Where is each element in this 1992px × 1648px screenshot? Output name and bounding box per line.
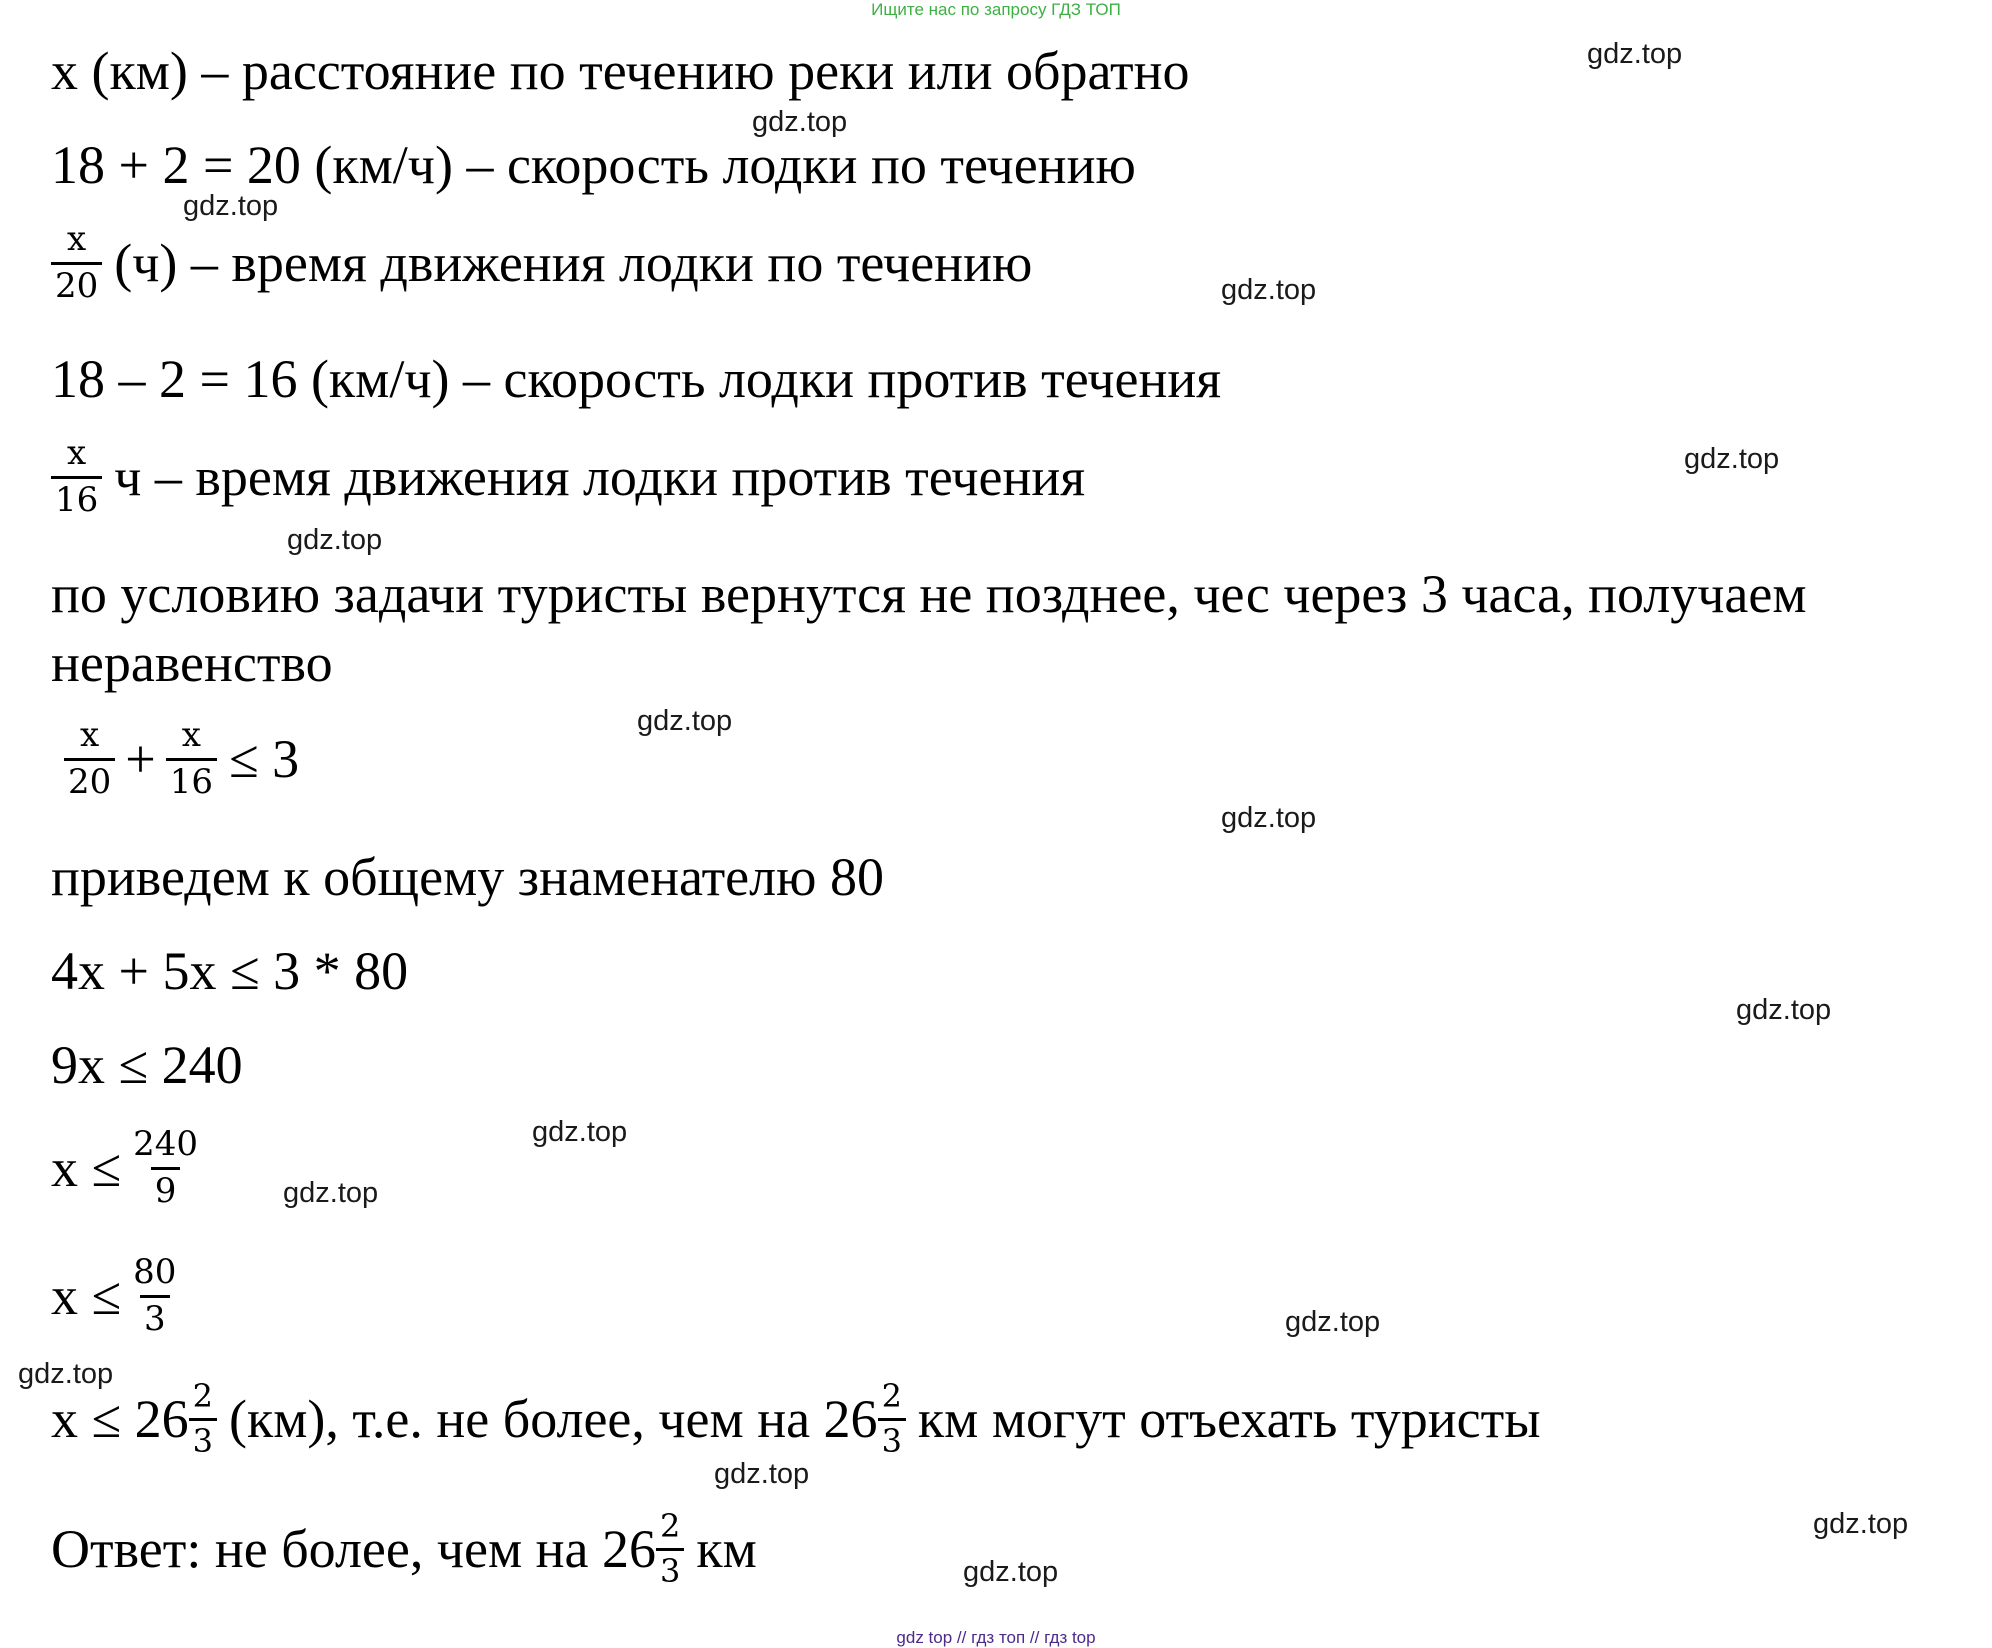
fraction-numerator: x xyxy=(67,433,87,473)
watermark: gdz.top xyxy=(1813,1508,1909,1540)
watermark: gdz.top xyxy=(183,190,279,222)
line-equation-4-pre: x ≤ xyxy=(51,1266,122,1327)
watermark: gdz.top xyxy=(1587,38,1683,70)
watermark: gdz.top xyxy=(1221,802,1317,834)
fraction-numerator: 2 xyxy=(881,1377,902,1415)
fraction-denominator: 16 xyxy=(166,758,217,801)
plus-sign: + xyxy=(125,729,156,790)
fraction-numerator: 80 xyxy=(133,1252,177,1292)
fraction-80-3 xyxy=(129,1252,180,1339)
fraction-2-3 xyxy=(878,1377,906,1460)
top-banner: Ищите нас по запросу ГДЗ ТОП xyxy=(871,0,1121,19)
fraction-numerator: 2 xyxy=(660,1507,681,1545)
fraction-240-9 xyxy=(129,1124,202,1211)
line-time-downstream xyxy=(51,219,1033,306)
watermark: gdz.top xyxy=(532,1116,628,1148)
line-time-upstream xyxy=(51,433,1086,520)
fraction-x-20 xyxy=(64,715,115,802)
watermark: gdz.top xyxy=(752,106,848,138)
line-equation-4 xyxy=(51,1252,180,1339)
line-condition-text: по условию задачи туристы вернутся не позднее, чес через 3 часа, получаем xyxy=(51,564,1807,624)
fraction-denominator: 3 xyxy=(878,1418,906,1459)
fraction-denominator: 20 xyxy=(51,262,102,305)
line-equation-2-text: 9x ≤ 240 xyxy=(51,1035,243,1095)
fraction-2-3 xyxy=(656,1507,684,1590)
line-inequality xyxy=(64,715,300,802)
fraction-denominator: 3 xyxy=(656,1548,684,1589)
fraction-denominator: 9 xyxy=(151,1167,181,1210)
line-equation-1-text: 4x + 5x ≤ 3 * 80 xyxy=(51,941,409,1001)
line-common-denominator-text: приведем к общему знаменателю 80 xyxy=(51,847,884,907)
fraction-denominator: 3 xyxy=(189,1418,217,1459)
line-time-upstream-text: ч – время движения лодки против течения xyxy=(114,447,1086,508)
line-distance xyxy=(51,41,1190,101)
line-equation-3-pre: x ≤ xyxy=(51,1138,122,1199)
fraction-numerator: x xyxy=(80,715,100,755)
line-speed-upstream-text: 18 – 2 = 16 (км/ч) – скорость лодки против течения xyxy=(51,349,1222,409)
fraction-numerator: x xyxy=(67,219,87,259)
watermark: gdz.top xyxy=(283,1177,379,1209)
line-answer-pre: Ответ: не более, чем на 26 xyxy=(51,1519,657,1580)
line-condition-cont xyxy=(51,633,333,693)
fraction-denominator: 16 xyxy=(51,476,102,519)
inequality-rest: ≤ 3 xyxy=(229,729,300,790)
line-common-denominator xyxy=(51,847,884,907)
watermark: gdz.top xyxy=(1736,994,1832,1026)
watermark: gdz.top xyxy=(637,705,733,737)
fraction-numerator: 2 xyxy=(192,1377,213,1415)
line-answer xyxy=(51,1507,757,1590)
line-equation-1 xyxy=(51,941,409,1001)
watermark: gdz.top xyxy=(714,1458,810,1490)
line-result-mid: (км), т.е. не более, чем на 26 xyxy=(229,1389,878,1450)
fraction-denominator: 3 xyxy=(140,1295,170,1338)
line-equation-2 xyxy=(51,1035,243,1095)
line-speed-downstream-text: 18 + 2 = 20 (км/ч) – скорость лодки по течению xyxy=(51,135,1136,195)
line-result-pre: x ≤ 26 xyxy=(51,1389,189,1450)
line-answer-end: км xyxy=(696,1519,757,1580)
fraction-2-3 xyxy=(189,1377,217,1460)
line-equation-3 xyxy=(51,1124,202,1211)
watermark: gdz.top xyxy=(18,1358,114,1390)
watermark: gdz.top xyxy=(287,524,383,556)
line-result xyxy=(51,1377,1541,1460)
watermark: gdz.top xyxy=(1285,1306,1381,1338)
fraction-x-16 xyxy=(51,433,102,520)
line-condition-cont-text: неравенство xyxy=(51,633,333,693)
footer-links: gdz top // гдз топ // гдз top xyxy=(896,1628,1096,1647)
watermark: gdz.top xyxy=(1221,274,1317,306)
line-distance-text: x (км) – расстояние по течению реки или обратно xyxy=(51,41,1190,101)
line-condition xyxy=(51,564,1807,624)
fraction-numerator: x xyxy=(181,715,201,755)
line-time-downstream-text: (ч) – время движения лодки по течению xyxy=(114,233,1033,294)
watermark: gdz.top xyxy=(1684,443,1780,475)
line-speed-downstream xyxy=(51,135,1136,195)
line-result-end: км могут отъехать туристы xyxy=(917,1389,1541,1450)
fraction-numerator: 240 xyxy=(133,1124,199,1164)
watermark: gdz.top xyxy=(963,1556,1059,1588)
fraction-x-20 xyxy=(51,219,102,306)
fraction-x-16 xyxy=(166,715,217,802)
line-speed-upstream xyxy=(51,349,1222,409)
fraction-denominator: 20 xyxy=(64,758,115,801)
